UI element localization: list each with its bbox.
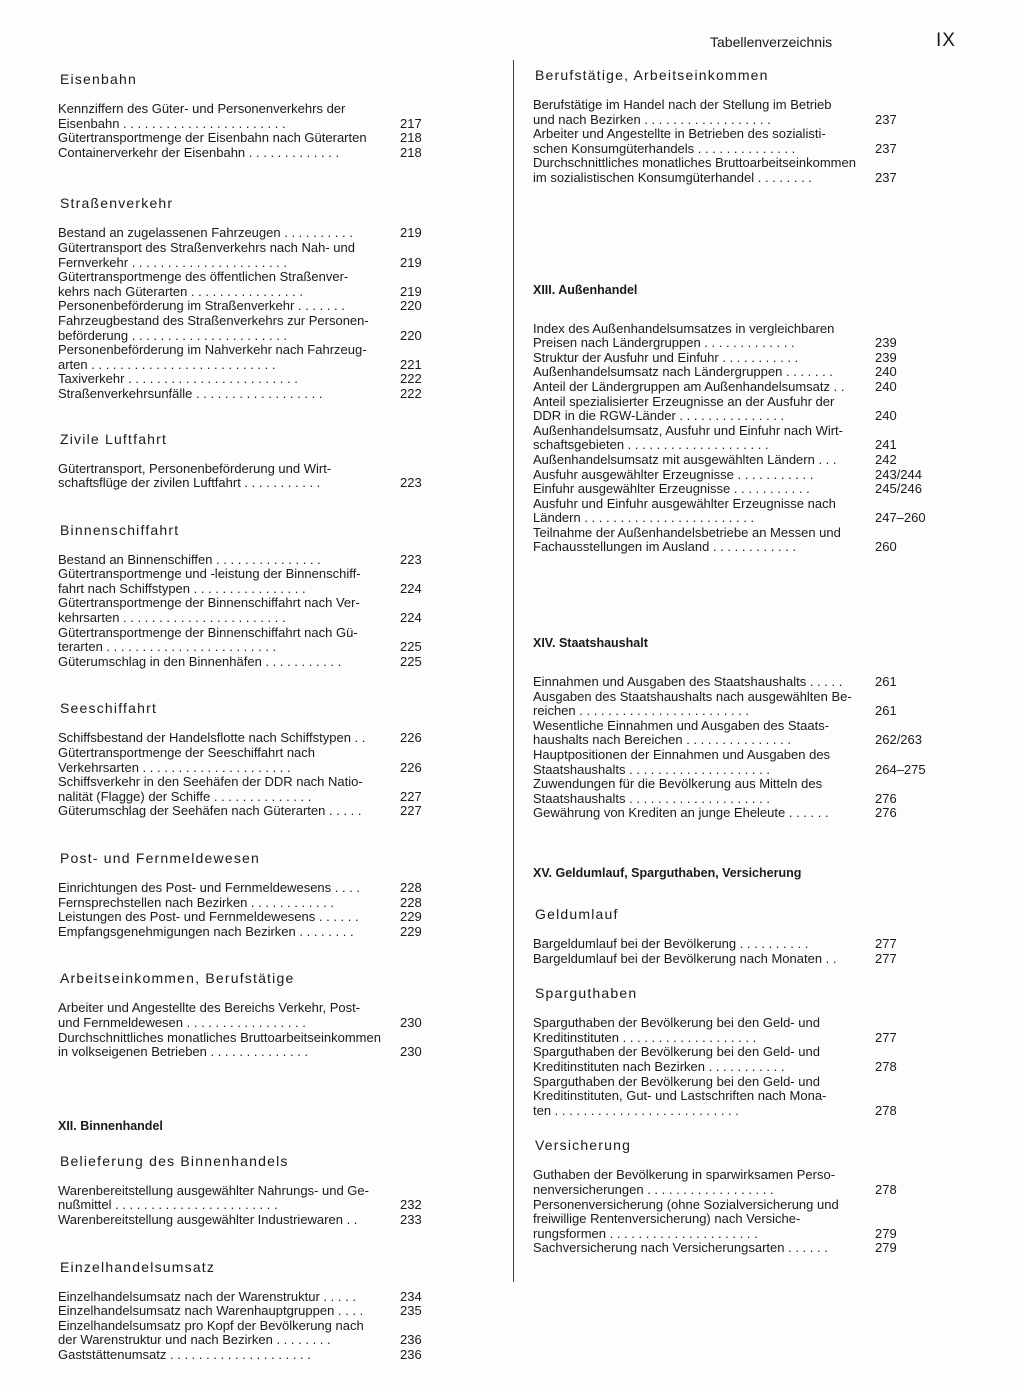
toc-entry-page: 226 — [400, 730, 422, 746]
toc-entry-page: 240 — [875, 364, 897, 380]
section-heading: Seeschiffahrt — [60, 700, 158, 717]
toc-entry-page: 243/244 — [875, 466, 922, 482]
toc-section — [58, 1118, 446, 1228]
toc-entry-title: Anteil spezialisierter Erzeugnisse an der Ausfuhr der DDR in die RGW-Länder . . . . . . . . . . . . . . . — [533, 393, 835, 424]
toc-entry-title: Durchschnittliches monatliches Bruttoarbeitseinkommen in volkseigenen Betrieben . . . . . . . . . . . . . . — [58, 1029, 381, 1060]
toc-entry-title: Gütertransport, Personenbeförderung und Wirt- schaftsflüge der zivilen Luftfahrt . . . . . . . . . . . — [58, 460, 332, 491]
toc-entry-title: Ausgaben des Staatshaushalts nach ausgewählten Be- reichen . . . . . . . . . . . . . . . . . . . . . . . . — [533, 688, 852, 719]
toc-entry-page: 260 — [875, 539, 897, 555]
toc-entry — [58, 314, 446, 343]
toc-entry-page: 223 — [400, 551, 422, 567]
toc-entry-page: 239 — [875, 335, 897, 351]
toc-entry-page: 240 — [875, 408, 897, 424]
chapter-heading: XV. Geldumlauf, Sparguthaben, Versicherung — [533, 866, 802, 880]
toc-entry-page: 232 — [400, 1197, 422, 1213]
toc-entry-page: 229 — [400, 909, 422, 925]
toc-entry — [533, 675, 931, 690]
section-heading: Geldumlauf — [535, 906, 619, 922]
toc-entry — [58, 131, 446, 146]
toc-entry-page: 225 — [400, 639, 422, 655]
toc-entry-page: 219 — [400, 225, 422, 241]
toc-entry-page: 276 — [875, 805, 897, 821]
toc-entry-title: Bargeldumlauf bei der Bevölkerung . . . . . . . . . . — [533, 936, 809, 951]
toc-entry-page: 262/263 — [875, 732, 922, 748]
toc-entry-page: 226 — [400, 759, 422, 775]
toc-entry-title: Warenbereitstellung ausgewählter Industriewaren . . — [58, 1211, 358, 1227]
toc-entry — [533, 322, 931, 351]
toc-entry-title: Straßenverkehrsunfälle . . . . . . . . . . . . . . . . . . — [58, 385, 323, 401]
toc-entry-page: 239 — [875, 349, 897, 365]
toc-entry-title: Gütertransportmenge der Binnenschiffahrt nach Gü- terarten . . . . . . . . . . . . . . . . . . . . . . . . — [58, 624, 358, 655]
toc-entry-title: Bestand an Binnenschiffen . . . . . . . . . . . . . . . — [58, 551, 321, 567]
toc-entry — [533, 351, 931, 366]
toc-entry-page: 237 — [875, 111, 897, 127]
toc-entry — [58, 655, 446, 670]
toc-entry — [533, 777, 931, 806]
toc-entry-page: 278 — [875, 1102, 897, 1118]
toc-section — [533, 66, 931, 186]
section-heading: Einzelhandelsumsatz — [60, 1258, 216, 1275]
toc-entry — [533, 424, 931, 453]
toc-entry — [533, 1198, 931, 1242]
toc-entry — [58, 1001, 446, 1030]
toc-entry-title: Berufstätige im Handel nach der Stellung im Betrieb und nach Bezirken . . . . . . . . . . . . . . . . . . — [533, 97, 832, 127]
chapter-heading: XII. Binnenhandel — [58, 1118, 163, 1133]
toc-entry-title: Einzelhandelsumsatz nach der Warenstruktur . . . . . — [58, 1288, 356, 1304]
toc-entry — [58, 553, 446, 568]
toc-entry-page: 225 — [400, 653, 422, 669]
toc-entry-title: Einfuhr ausgewählter Erzeugnisse . . . . . . . . . . . — [533, 481, 810, 497]
section-heading: Eisenbahn — [60, 71, 137, 87]
toc-entry — [58, 462, 446, 491]
toc-entry — [533, 1241, 931, 1256]
toc-entry — [58, 1290, 446, 1305]
toc-entry-page: 245/246 — [875, 481, 922, 497]
toc-entry-title: Gewährung von Krediten an junge Eheleute . . . . . . — [533, 805, 829, 821]
toc-entry-title: Bestand an zugelassenen Fahrzeugen . . . . . . . . . . — [58, 225, 353, 241]
toc-entry-title: Personenversicherung (ohne Sozialversicherung und freiwillige Rentenversicherung) nach Versiche- rungsformen . . . . . . . . . . . . . . . . . . . . . — [533, 1196, 839, 1241]
toc-entry-title: Leistungen des Post- und Fernmeldewesens . . . . . . — [58, 909, 359, 925]
toc-entry — [58, 775, 446, 804]
toc-entry — [533, 468, 931, 483]
toc-section — [533, 865, 931, 966]
toc-entry-title: Bargeldumlauf bei der Bevölkerung nach Monaten . . — [533, 950, 837, 966]
toc-section — [533, 282, 931, 556]
toc-entry — [533, 1075, 931, 1119]
toc-entry-title: Güterumschlag der Seehäfen nach Güterarten . . . . . — [58, 803, 362, 819]
toc-entry — [58, 146, 446, 161]
toc-entry — [58, 567, 446, 596]
toc-entry-page: 241 — [875, 437, 897, 453]
toc-entry — [533, 98, 931, 127]
toc-section — [58, 430, 446, 491]
toc-entry — [58, 343, 446, 372]
toc-entry — [533, 380, 931, 395]
toc-entry-page: 222 — [400, 371, 422, 387]
toc-entry — [58, 925, 446, 940]
toc-entry — [58, 746, 446, 775]
toc-entry-title: Containerverkehr der Eisenbahn . . . . . . . . . . . . . — [58, 144, 340, 160]
toc-entry — [58, 804, 446, 819]
page-header — [0, 30, 1024, 54]
toc-entry-title: Einzelhandelsumsatz nach Warenhauptgruppen . . . . — [58, 1303, 364, 1319]
toc-entry-title: Gütertransport des Straßenverkehrs nach Nah- und Fernverkehr . . . . . . . . . . . . . . . . . . . . . . — [58, 239, 355, 270]
toc-entry-page: 235 — [400, 1303, 422, 1319]
toc-entry-page: 228 — [400, 880, 422, 895]
toc-entry-page: 218 — [400, 144, 422, 160]
toc-entry-page: 278 — [875, 1181, 897, 1197]
toc-entry — [533, 719, 931, 748]
toc-entry-title: Arbeiter und Angestellte in Betrieben des sozialisti- schen Konsumgüterhandels . . . . . . . . . . . . . . — [533, 126, 826, 156]
toc-entry — [533, 453, 931, 468]
left-column — [58, 70, 446, 1363]
toc-entry-page: 230 — [400, 1044, 422, 1060]
section-heading: Post- und Fernmeldewesen — [60, 850, 260, 866]
toc-entry-page: 230 — [400, 1014, 422, 1030]
toc-entry — [58, 226, 446, 241]
toc-entry — [58, 731, 446, 746]
toc-entry-title: Taxiverkehr . . . . . . . . . . . . . . . . . . . . . . . . — [58, 371, 298, 387]
toc-entry-title: Durchschnittliches monatliches Bruttoarbeitseinkommen im sozialistischen Konsumgüterhandel . . . . . . . . — [533, 155, 856, 185]
toc-section — [533, 984, 931, 1118]
toc-entry-title: Sparguthaben der Bevölkerung bei den Geld- und Kreditinstituten nach Bezirken . . . . . . . . . . . — [533, 1044, 820, 1074]
toc-entry — [533, 937, 931, 952]
toc-entry-title: Warenbereitstellung ausgewählter Nahrungs- und Ge- nußmittel . . . . . . . . . . . . . . . . . . . . . . . — [58, 1182, 369, 1213]
toc-entry-title: Wesentliche Einnahmen und Ausgaben des Staats- haushalts nach Bereichen . . . . . . . . . . . . . . . — [533, 717, 830, 748]
toc-entry-title: Schiffsbestand der Handelsflotte nach Schiffstypen . . — [58, 730, 366, 746]
toc-entry — [58, 372, 446, 387]
toc-entry — [533, 690, 931, 719]
page-number: IX — [936, 30, 956, 51]
toc-section — [58, 969, 446, 1059]
toc-entry — [533, 748, 931, 777]
toc-entry-page: 278 — [875, 1058, 897, 1074]
toc-entry-title: Sparguthaben der Bevölkerung bei den Geld- und Kreditinstituten . . . . . . . . . . . . . . . . . . . — [533, 1015, 820, 1045]
toc-entry-title: Einnahmen und Ausgaben des Staatshaushalts . . . . . — [533, 674, 843, 690]
toc-entry — [58, 1031, 446, 1060]
toc-entry — [58, 910, 446, 925]
toc-entry — [533, 497, 931, 526]
toc-entry-title: Fahrzeugbestand des Straßenverkehrs zur Personen- beförderung . . . . . . . . . . . . . . . . . . . . . . — [58, 312, 369, 343]
toc-entry — [58, 626, 446, 655]
toc-entry-title: Teilnahme der Außenhandelsbetriebe an Messen und Fachausstellungen im Ausland . . . . . . . . . . . . — [533, 524, 841, 555]
toc-entry-title: Sparguthaben der Bevölkerung bei den Geld- und Kreditinstituten, Gut- und Lastschriften nach Mona- ten . . . . . . . . . . . . . . . . . . . . . . . . . . — [533, 1073, 827, 1118]
toc-entry-page: 221 — [400, 356, 422, 372]
running-title: Tabellenverzeichnis — [710, 34, 833, 50]
toc-entry — [58, 1184, 446, 1213]
toc-section — [58, 1258, 446, 1363]
section-heading: Binnenschiffahrt — [60, 521, 180, 538]
toc-entry-page: 277 — [875, 950, 897, 966]
toc-entry-page: 224 — [400, 610, 422, 626]
toc-entry-page: 219 — [400, 283, 422, 299]
toc-entry-title: Anteil der Ländergruppen am Außenhandelsumsatz . . — [533, 378, 845, 394]
toc-entry — [533, 1016, 931, 1045]
toc-entry — [533, 127, 931, 156]
toc-section — [58, 699, 446, 819]
toc-entry-page: 237 — [875, 140, 897, 156]
toc-entry — [533, 1045, 931, 1074]
toc-section — [58, 194, 446, 401]
toc-section — [58, 521, 446, 670]
toc-entry — [533, 526, 931, 555]
toc-entry-page: 264–275 — [875, 761, 926, 777]
section-heading: Versicherung — [535, 1137, 632, 1154]
toc-entry — [58, 387, 446, 402]
toc-entry-page: 242 — [875, 451, 897, 467]
toc-entry-title: Einrichtungen des Post- und Fernmeldewesens . . . . — [58, 880, 361, 895]
toc-entry-page: 223 — [400, 475, 422, 491]
toc-entry — [58, 1348, 446, 1363]
toc-entry-page: 261 — [875, 703, 897, 719]
toc-entry-page: 217 — [400, 115, 422, 131]
toc-entry-title: Gaststättenumsatz . . . . . . . . . . . . . . . . . . . . — [58, 1346, 311, 1362]
toc-section — [58, 849, 446, 939]
toc-entry-page: 234 — [400, 1288, 422, 1304]
section-heading: Zivile Luftfahrt — [60, 430, 168, 447]
toc-entry-title: Fernsprechstellen nach Bezirken . . . . . . . . . . . . — [58, 894, 335, 910]
toc-entry-page: 229 — [400, 923, 422, 939]
toc-entry — [533, 482, 931, 497]
section-heading: Belieferung des Binnenhandels — [60, 1152, 289, 1169]
toc-entry-title: Kennziffern des Güter- und Personenverkehrs der Eisenbahn . . . . . . . . . . . . . . . . . . . . . . . — [58, 101, 346, 131]
toc-entry-title: Hauptpositionen der Einnahmen und Ausgaben des Staatshaushalts . . . . . . . . . . . . . . . . . . . . — [533, 747, 831, 777]
toc-entry-page: 227 — [400, 788, 422, 804]
toc-entry-title: Gütertransportmenge des öffentlichen Straßenver- kehrs nach Güterarten . . . . . . . . . . . . . . . . — [58, 269, 349, 299]
toc-entry-title: Ausfuhr ausgewählter Erzeugnisse . . . . . . . . . . . — [533, 466, 814, 482]
toc-entry-page: 261 — [875, 674, 897, 690]
toc-entry-title: Außenhandelsumsatz, Ausfuhr und Einfuhr nach Wirt- schaftsgebieten . . . . . . . . . . . . . . . . . . . . — [533, 422, 843, 453]
toc-entry-title: Gütertransportmenge und -leistung der Binnenschiff- fahrt nach Schiffstypen . . . . . . . . . . . . . . . . — [58, 566, 361, 596]
toc-entry-title: Guthaben der Bevölkerung in sparwirksamen Perso- nenversicherungen . . . . . . . . . . . . . . . . . . — [533, 1167, 836, 1197]
toc-entry-page: 228 — [400, 894, 422, 910]
toc-entry-page: 222 — [400, 385, 422, 401]
column-divider — [513, 60, 514, 1282]
toc-entry-title: Empfangsgenehmigungen nach Bezirken . . . . . . . . — [58, 923, 354, 939]
toc-entry-page: 247–260 — [875, 510, 926, 526]
toc-entry-title: Gütertransportmenge der Seeschiffahrt nach Verkehrsarten . . . . . . . . . . . . . . . . . . . . . — [58, 745, 316, 775]
toc-entry — [58, 896, 446, 911]
toc-entry-page: 220 — [400, 327, 422, 343]
toc-entry-title: Gütertransportmenge der Eisenbahn nach Güterarten — [58, 130, 367, 146]
toc-entry-title: Personenbeförderung im Straßenverkehr . . . . . . . — [58, 298, 345, 314]
toc-entry-page: 279 — [875, 1240, 897, 1256]
toc-entry — [533, 395, 931, 424]
toc-entry-page: 220 — [400, 298, 422, 314]
section-heading: Sparguthaben — [535, 985, 638, 1002]
toc-entry-page: 219 — [400, 254, 422, 270]
toc-entry-page: 218 — [400, 130, 422, 146]
toc-entry — [58, 102, 446, 131]
toc-entry-page: 277 — [875, 936, 897, 951]
toc-entry-page: 236 — [400, 1332, 422, 1348]
toc-entry-title: Gütertransportmenge der Binnenschiffahrt nach Ver- kehrsarten . . . . . . . . . . . . . . . . . . . . . . . — [58, 595, 360, 626]
toc-section — [533, 1136, 931, 1256]
toc-entry-page: 240 — [875, 378, 897, 394]
toc-entry — [533, 806, 931, 821]
toc-entry — [58, 1319, 446, 1348]
toc-entry-title: Einzelhandelsumsatz pro Kopf der Bevölkerung nach der Warenstruktur und nach Bezirken . . . . . . . . — [58, 1317, 364, 1348]
toc-entry-title: Personenbeförderung im Nahverkehr nach Fahrzeug- arten . . . . . . . . . . . . . . . . . . . . . . . . . . — [58, 342, 367, 372]
toc-entry-title: Ausfuhr und Einfuhr ausgewählter Erzeugnisse nach Ländern . . . . . . . . . . . . . . . . . . . . . . . . — [533, 495, 836, 526]
toc-entry-title: Außenhandelsumsatz mit ausgewählten Ländern . . . — [533, 451, 837, 467]
toc-entry-page: 227 — [400, 803, 422, 819]
toc-entry — [58, 596, 446, 625]
toc-entry-title: Struktur der Ausfuhr und Einfuhr . . . . . . . . . . . — [533, 349, 799, 365]
toc-entry — [533, 952, 931, 967]
chapter-heading: XIV. Staatshaushalt — [533, 636, 648, 651]
section-heading: Berufstätige, Arbeitseinkommen — [535, 67, 769, 83]
toc-entry-title: Sachversicherung nach Versicherungsarten . . . . . . — [533, 1240, 828, 1256]
toc-entry-title: Arbeiter und Angestellte des Bereichs Verkehr, Post- und Fernmeldewesen . . . . . . . . . . . . . . . . . — [58, 1000, 361, 1030]
toc-entry — [58, 270, 446, 299]
toc-entry — [58, 881, 446, 896]
toc-entry-title: Index des Außenhandelsumsatzes in vergleichbaren Preisen nach Ländergruppen . . . . . . . . . . . . . — [533, 320, 835, 351]
toc-entry-title: Schiffsverkehr in den Seehäfen der DDR nach Natio- nalität (Flagge) der Schiffe . . . . . . . . . . . . . . — [58, 774, 363, 804]
toc-entry — [58, 1213, 446, 1228]
toc-section — [533, 635, 931, 821]
toc-entry-page: 233 — [400, 1211, 422, 1227]
toc-entry — [58, 241, 446, 270]
chapter-heading: XIII. Außenhandel — [533, 282, 638, 297]
toc-entry-page: 277 — [875, 1029, 897, 1045]
toc-entry-page: 279 — [875, 1225, 897, 1241]
toc-entry — [533, 1168, 931, 1197]
toc-entry-page: 276 — [875, 790, 897, 806]
toc-entry — [533, 365, 931, 380]
toc-entry-title: Außenhandelsumsatz nach Ländergruppen . . . . . . . — [533, 364, 833, 380]
toc-entry-page: 237 — [875, 169, 897, 185]
section-heading: Straßenverkehr — [60, 195, 174, 212]
toc-section — [58, 70, 446, 160]
toc-entry-title: Güterumschlag in den Binnenhäfen . . . . . . . . . . . — [58, 653, 342, 669]
toc-entry-page: 236 — [400, 1346, 422, 1362]
toc-entry-page: 224 — [400, 580, 422, 596]
toc-entry — [58, 1304, 446, 1319]
toc-entry — [533, 156, 931, 185]
toc-entry — [58, 299, 446, 314]
section-heading: Arbeitseinkommen, Berufstätige — [60, 970, 295, 987]
toc-entry-title: Zuwendungen für die Bevölkerung aus Mitteln des Staatshaushalts . . . . . . . . . . . . . . . . . . . . — [533, 776, 823, 806]
right-column — [533, 66, 931, 1256]
